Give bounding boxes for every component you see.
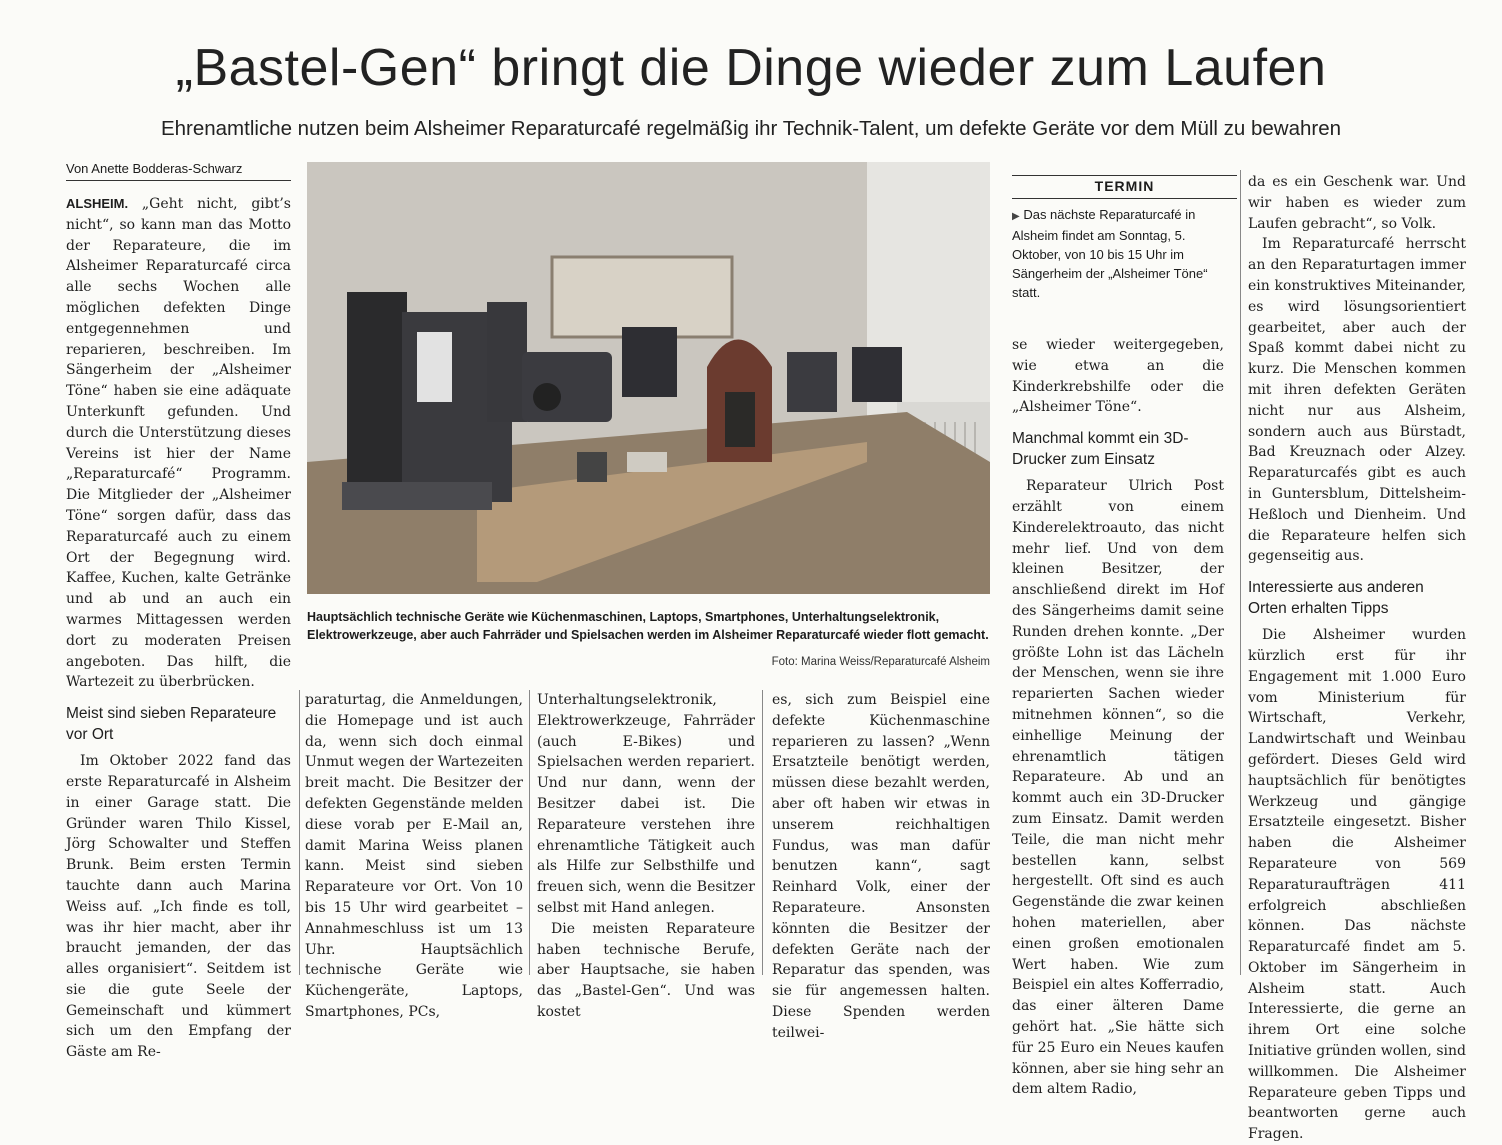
column-4 bbox=[772, 690, 990, 1044]
column-5 bbox=[1012, 335, 1224, 1100]
paragraph: Reparateur Ulrich Post erzählt von einem Kinderelektroauto, das nicht mehr lief. Und von dem kleinen Besitzer, der anschließend direkt im Hof des Sängerheims damit seine Runden drehen konnte. „Der größte Lohn ist das Lächeln der Menschen, wenn sie ihre reparierten Sachen wieder mitnehmen können“, so die einhellige Meinung der ehrenamtlich tätigen Reparateure. Ab und an kommt auch ein 3D-Drucker zum Einsatz. Damit werden Teile, die man nicht mehr bestellen kann, selbst hergestellt. Oft sind es auch Gegenstände die zwar keinen hohen materiellen, aber einen großen emotionalen Wert haben. Wie zum Beispiel ein altes Kofferradio, das einer älteren Dame gehört hat. „Sie hätte sich für 25 Euro ein Neues kaufen können, aber sie hing sehr an dem altem Radio, bbox=[1012, 478, 1224, 1098]
column-1 bbox=[66, 194, 291, 1063]
column-3 bbox=[537, 690, 755, 1023]
paragraph: Im Reparaturcafé herrscht an den Reparaturtagen immer ein konstruktives Miteinander, es wird lösungsorientiert gearbeitet, aber auch der Spaß kommt dabei nicht zu kurz. Die Menschen kommen mit ihren defekten Geräten nicht nur aus Alsheim, sondern auch aus Bürstadt, Bad Kreuznach oder Alzey. Reparaturcafés gibt es auch in Guntersblum, Dittelsheim-Heßloch und Dienheim. Und die Reparateure helfen sich gegenseitig aus. bbox=[1248, 236, 1466, 565]
paragraph: Unterhaltungselektronik, Elektrowerkzeuge, Fahrräder (auch E-Bikes) und Spielsachen werden repariert. Und nur dann, wenn der Besitzer dabei ist. Die Reparateure verstehen ihre ehrenamtliche Tätigkeit auch als Hilfe zur Selbsthilfe und freuen sich, wenn die Besitzer selbst mit Hand anlegen. bbox=[537, 692, 755, 916]
subheading: Meist sind sieben Reparateure vor Ort bbox=[66, 705, 277, 744]
photo-caption: Hauptsächlich technische Geräte wie Küchenmaschinen, Laptops, Smartphones, Unterhaltungselektronik, Elektrowerkzeuge, aber auch Fahrräder und Spielsachen werden im Alsheimer Reparaturcafé wieder flott gemacht. bbox=[307, 610, 989, 642]
photo-credit: Foto: Marina Weiss/Reparaturcafé Alsheim bbox=[771, 656, 990, 668]
paragraph: es, sich zum Beispiel eine defekte Küchenmaschine reparieren zu lassen? „Wenn Ersatzteile benötigt werden, müssen diese bezahlt werden, aber oft haben wir etwas in unserem reichhaltigen Fundus, was man dafür benutzen kann“, sagt Reinhard Volk, einer der Reparateure. Ansonsten könnten die Besitzer der defekten Geräte nach der Reparatur das spenden, was sie für angemessen halten. Diese Spenden werden teilwei- bbox=[772, 692, 990, 1041]
byline: Von Anette Bodderas-Schwarz bbox=[66, 160, 291, 181]
paragraph: paraturtag, die Anmeldungen, die Homepage und ist auch da, wenn sich doch einmal Unmut wegen der Wartezeiten breit macht. Die Besitzer der defekten Gegenstände melden diese vorab per E-Mail an, damit Marina Weiss planen kann. Meist sind sieben Reparateure vor Ort. Von 10 bis 15 Uhr wird gearbeitet – Annahmeschluss ist um 13 Uhr. Hauptsächlich technische Geräte wie Küchengeräte, Laptops, Smartphones, PCs, bbox=[305, 692, 523, 1020]
paragraph: Im Oktober 2022 fand das erste Reparaturcafé in Alsheim in einer Garage statt. Die Gründer waren Thilo Kissel, Jörg Schowalter und Steffen Brunk. Beim ersten Termin tauchte dann auch Marina Weiss auf. „Ich finde es toll, was ihr hier macht, aber ihr braucht jemanden, der das alles organisiert“. Seitdem ist sie die gute Seele der Gemeinschaft und kümmert sich um den Empfang der Gäste am Re- bbox=[66, 753, 291, 1061]
subheading: Interessierte aus anderen Orten erhalten Tipps bbox=[1248, 579, 1424, 618]
termin-text bbox=[1012, 205, 1237, 302]
headline: „Bastel-Gen“ bringt die Dinge wieder zum Laufen bbox=[175, 39, 1327, 97]
paragraph: se wieder weitergegeben, wie etwa an die Kinderkrebshilfe oder die „Alsheimer Töne“. bbox=[1012, 337, 1224, 416]
column-rule bbox=[529, 690, 530, 975]
column-rule bbox=[1240, 170, 1241, 975]
photo-image bbox=[307, 162, 990, 594]
column-6 bbox=[1248, 172, 1466, 1145]
subline: Ehrenamtliche nutzen beim Alsheimer Reparaturcafé regelmäßig ihr Technik-Talent, um defekte Geräte vor dem Müll zu bewahren bbox=[160, 117, 1342, 140]
paragraph bbox=[66, 194, 291, 693]
subheading: Manchmal kommt ein 3D-Drucker zum Einsatz bbox=[1012, 430, 1189, 469]
paragraph: Die Alsheimer wurden kürzlich erst für ihr Engagement mit 1.000 Euro vom Ministerium für Wirtschaft, Verkehr, Landwirtschaft und Weinbau gefördert. Dieses Geld wird hauptsächlich für benötigtes Werkzeug und gängige Ersatzteile eingesetzt. Bisher haben die Alsheimer Reparateure von 569 Reparaturaufträgen 411 erfolgreich abschließen können. Das nächste Reparaturcafé findet am 5. Oktober im Sängerheim in Alsheim statt. Auch Interessierte, die gerne an ihrem Ort eine solche Initiative gründen wollen, sind willkommen. Die Alsheimer Reparateure geben Tipps und beantworten gerne auch Fragen. bbox=[1248, 627, 1466, 1143]
paragraph: da es ein Geschenk war. Und wir haben es wieder zum Laufen gebracht“, so Volk. bbox=[1248, 174, 1466, 232]
article-photo bbox=[307, 162, 990, 594]
termin-heading: TERMIN bbox=[1012, 175, 1237, 199]
dateline: ALSHEIM. bbox=[66, 196, 129, 211]
termin-body: Das nächste Reparaturcafé in Alsheim findet am Sonntag, 5. Oktober, von 10 bis 15 Uhr im Sängerheim der „Alsheimer Töne“ statt. bbox=[1012, 207, 1208, 300]
termin-box bbox=[1012, 175, 1237, 302]
column-2 bbox=[305, 690, 523, 1023]
arrow-icon: ▶ bbox=[1012, 211, 1020, 222]
paragraph-text: „Geht nicht, gibt’s nicht“, so kann man das Motto der Reparateure, die im Alsheimer Reparaturcafé circa alle sechs Wochen alle möglichen defekten Dinge entgegennehmen und reparieren, beschreiben. Im Sängerheim der „Alsheimer Töne“ haben sie eine adäquate Unterkunft gefunden. Und durch die Unterstützung dieses Vereins ist hier der Name „Reparaturcafé“ Programm. Die Mitglieder der „Alsheimer Töne“ sorgen dafür, dass das Reparaturcafé auch zu einem Ort der Begegnung wird. Kaffee, Kuchen, kalte Getränke und ab und an auch ein warmes Mittagessen werden dort zu moderaten Preisen angeboten. Das hilft, die Wartezeit zu überbrücken. bbox=[66, 196, 291, 691]
column-rule bbox=[299, 690, 300, 975]
paragraph: Die meisten Reparateure haben technische Berufe, aber Hauptsache, sie haben das „Bastel-Gen“. Und was kostet bbox=[537, 920, 755, 1020]
column-rule bbox=[762, 690, 763, 975]
